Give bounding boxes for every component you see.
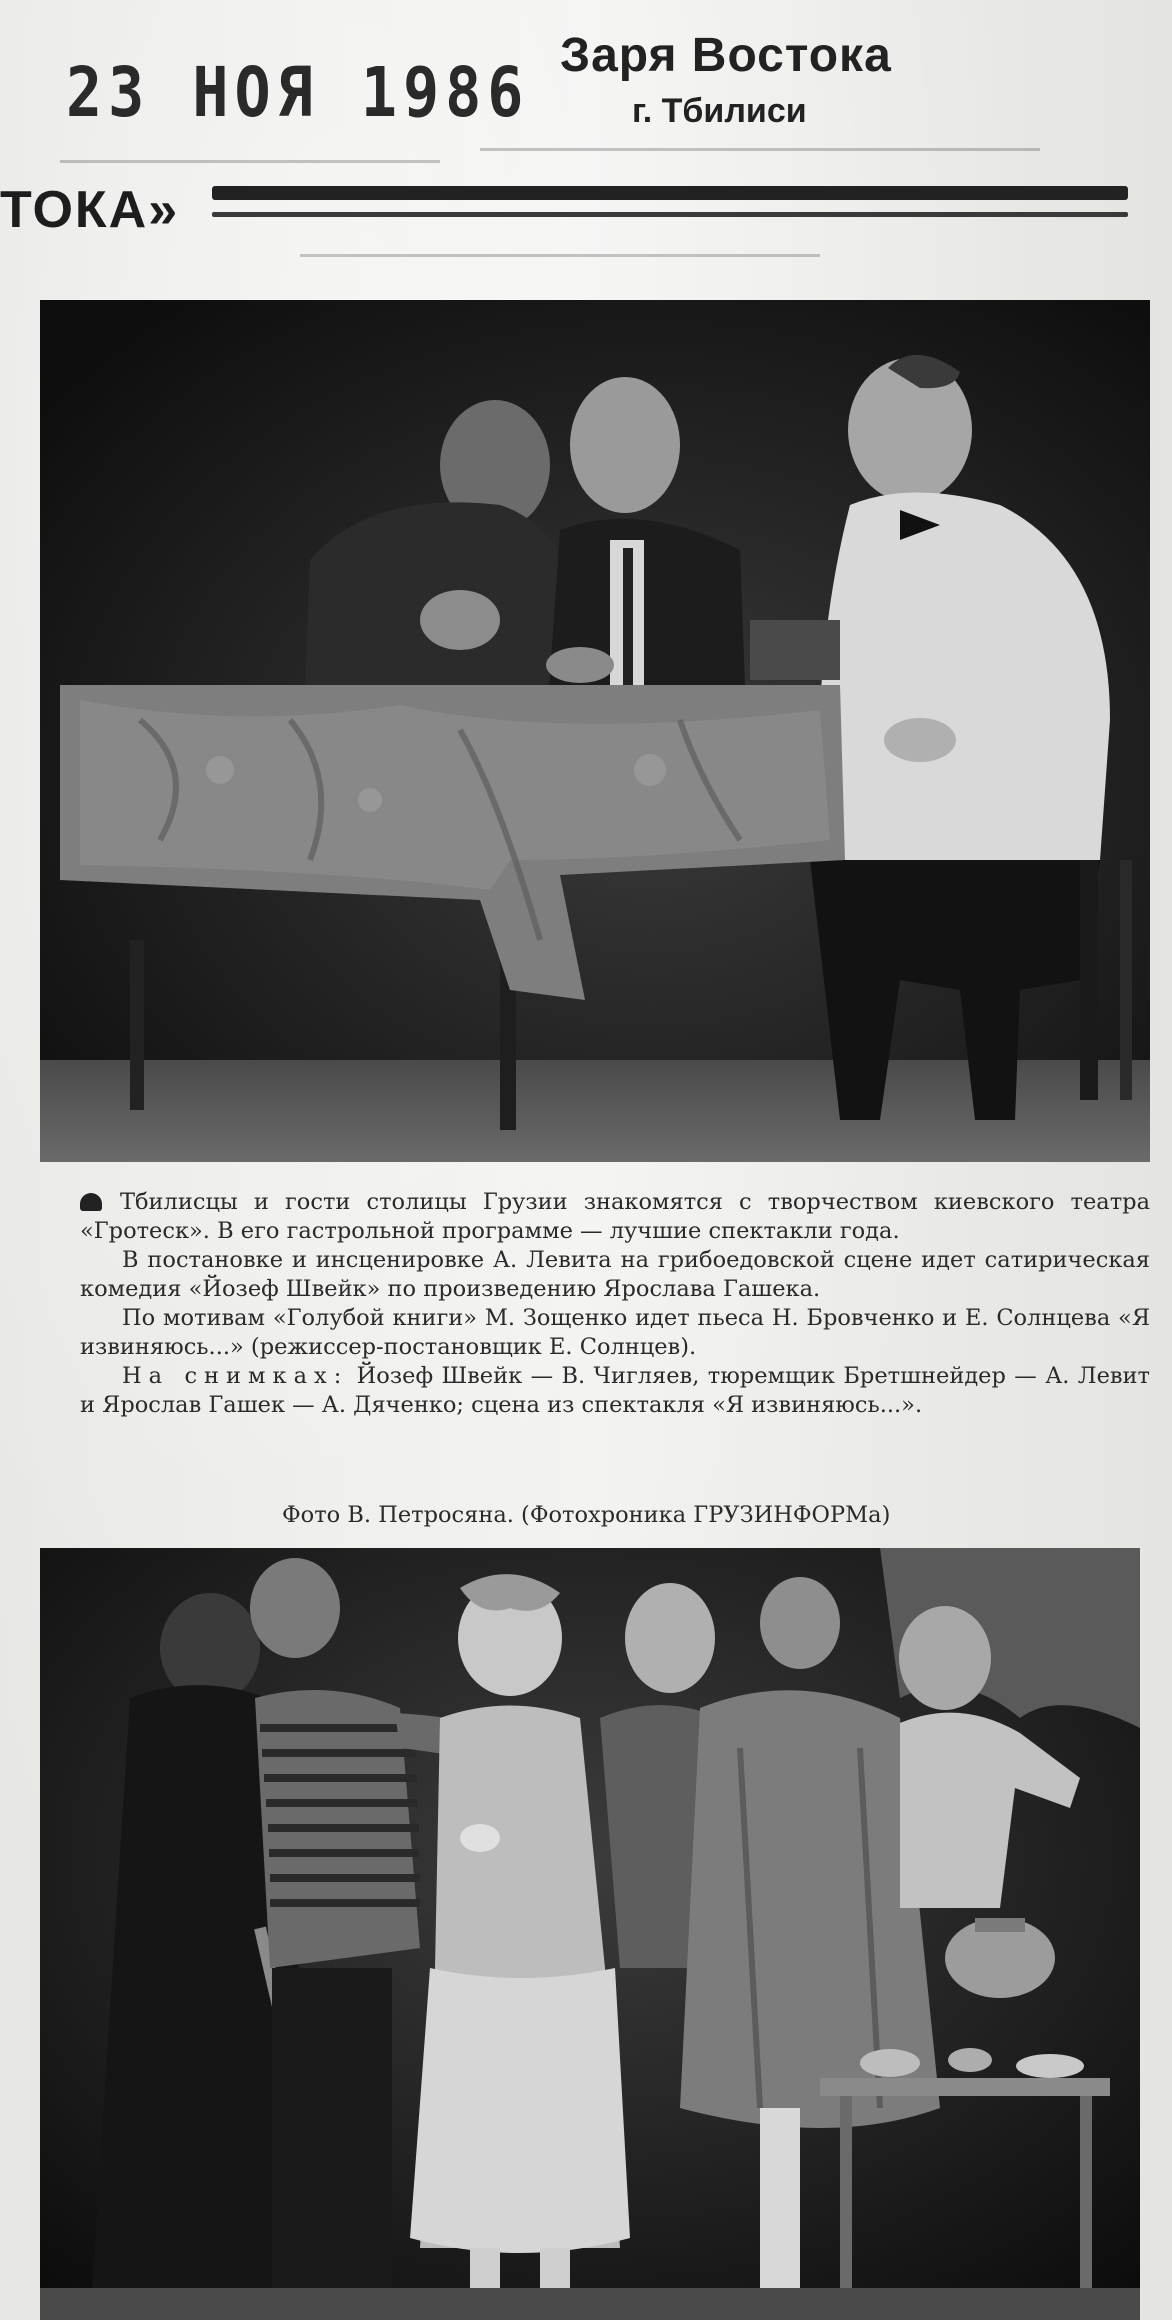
- bleed-through-line: [480, 148, 1040, 151]
- article-paragraph-3: По мотивам «Голубой книги» М. Зощенко идет пьеса Н. Бровченко и Е. Солнцева «Я извиняюсь...» (режиссер-постановщик Е. Солнцев).: [80, 1305, 1150, 1360]
- photo-credit: Фото В. Петросяна. (Фотохроника ГРУЗИНФОРМа): [282, 1502, 891, 1528]
- rubric-rule-thin: [212, 212, 1128, 217]
- captions-text: Йозеф Швейк — В. Чигляев, тюремщик Бретшнейдер — А. Левит и Ярослав Гашек — А. Дяченко; сцена из спектакля «Я извиняюсь...».: [80, 1363, 1150, 1418]
- article-body: [80, 1188, 1150, 1420]
- article-paragraph-4: [80, 1362, 1150, 1420]
- article-paragraph-2: В постановке и инсценировке А. Левита на грибоедовской сцене идет сатирическая комедия «Йозеф Швейк» по произведению Ярослава Гашека.: [80, 1247, 1150, 1302]
- section-rubric: ТОКА»: [0, 181, 180, 239]
- photo-schweik-scene: [40, 300, 1150, 1162]
- rubric-rule: [212, 186, 1128, 200]
- captions-lead: На снимках:: [122, 1363, 349, 1389]
- bleed-through-line: [300, 254, 820, 257]
- article-paragraph: [80, 1188, 1150, 1246]
- date-stamp: 23 НОЯ 1986: [66, 52, 530, 134]
- newspaper-title: Заря Востока: [560, 29, 892, 82]
- article-paragraph-1: Тбилисцы и гости столицы Грузии знакомятся с творчеством киевского театра «Гротеск». В его гастрольной программе — лучшие спектакли года.: [80, 1189, 1150, 1244]
- photo-izvinyayus-scene: [40, 1548, 1140, 2320]
- bleed-through-line: [60, 160, 440, 163]
- newspaper-city: г. Тбилиси: [632, 92, 807, 130]
- bullet-icon: [80, 1193, 102, 1211]
